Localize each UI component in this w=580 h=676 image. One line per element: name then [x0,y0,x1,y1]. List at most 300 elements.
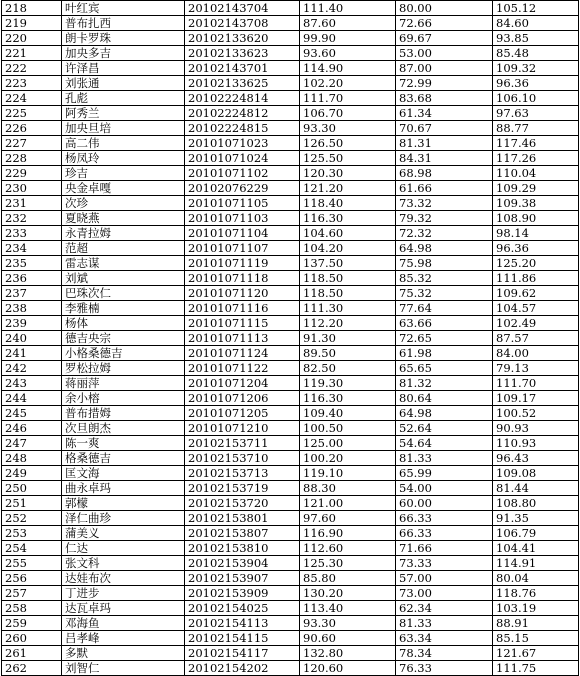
row-number-cell: 260 [2,631,62,646]
name-cell: 余小榕 [62,391,185,406]
total-score-cell: 109.17 [493,391,579,406]
table-row [2,376,579,391]
name-cell: 永青拉姆 [62,226,185,241]
score-1-cell: 137.50 [300,256,396,271]
row-number-cell: 247 [2,436,62,451]
row-number-cell: 248 [2,451,62,466]
score-1-cell: 93.30 [300,121,396,136]
total-score-cell: 109.32 [493,61,579,76]
score-2-cell: 81.32 [396,376,493,391]
row-number-cell: 259 [2,616,62,631]
total-score-cell: 102.49 [493,316,579,331]
score-2-cell: 71.66 [396,541,493,556]
row-number-cell: 231 [2,196,62,211]
total-score-cell: 88.77 [493,121,579,136]
row-number-cell: 244 [2,391,62,406]
total-score-cell: 100.52 [493,406,579,421]
total-score-cell: 109.38 [493,196,579,211]
name-cell: 杨凤玲 [62,151,185,166]
candidate-id-cell: 20101071104 [185,226,300,241]
table-row [2,601,579,616]
total-score-cell: 81.44 [493,481,579,496]
total-score-cell: 91.35 [493,511,579,526]
table-row [2,451,579,466]
total-score-cell: 117.26 [493,151,579,166]
total-score-cell: 118.76 [493,586,579,601]
score-2-cell: 65.65 [396,361,493,376]
row-number-cell: 256 [2,571,62,586]
row-number-cell: 227 [2,136,62,151]
total-score-cell: 85.15 [493,631,579,646]
total-score-cell: 96.36 [493,76,579,91]
candidate-id-cell: 20102133625 [185,76,300,91]
score-2-cell: 63.66 [396,316,493,331]
score-2-cell: 83.68 [396,91,493,106]
table-row [2,271,579,286]
table-row [2,121,579,136]
table-row [2,166,579,181]
table-row [2,466,579,481]
name-cell: 刘智仁 [62,661,185,676]
score-2-cell: 66.33 [396,526,493,541]
row-number-cell: 235 [2,256,62,271]
total-score-cell: 111.70 [493,376,579,391]
name-cell: 陈一爽 [62,436,185,451]
score-1-cell: 113.40 [300,601,396,616]
score-1-cell: 118.50 [300,286,396,301]
total-score-cell: 79.13 [493,361,579,376]
score-sheet [1,0,578,676]
total-score-cell: 117.46 [493,136,579,151]
row-number-cell: 241 [2,346,62,361]
row-number-cell: 223 [2,76,62,91]
table-row [2,46,579,61]
candidate-id-cell: 20101071024 [185,151,300,166]
score-1-cell: 125.30 [300,556,396,571]
total-score-cell: 110.93 [493,436,579,451]
row-number-cell: 240 [2,331,62,346]
score-2-cell: 61.34 [396,106,493,121]
score-1-cell: 119.10 [300,466,396,481]
row-number-cell: 258 [2,601,62,616]
score-2-cell: 73.32 [396,196,493,211]
table-row [2,181,579,196]
score-2-cell: 80.64 [396,391,493,406]
candidate-id-cell: 20102153801 [185,511,300,526]
score-2-cell: 84.31 [396,151,493,166]
row-number-cell: 257 [2,586,62,601]
name-cell: 达瓦卓玛 [62,601,185,616]
score-2-cell: 87.00 [396,61,493,76]
score-1-cell: 125.00 [300,436,396,451]
score-1-cell: 120.60 [300,661,396,676]
table-row [2,256,579,271]
total-score-cell: 109.29 [493,181,579,196]
total-score-cell: 90.93 [493,421,579,436]
score-1-cell: 109.40 [300,406,396,421]
table-row [2,526,579,541]
score-2-cell: 81.31 [396,136,493,151]
table-row [2,241,579,256]
score-1-cell: 89.50 [300,346,396,361]
candidate-id-cell: 20102154113 [185,616,300,631]
score-2-cell: 76.33 [396,661,493,676]
total-score-cell: 111.75 [493,661,579,676]
total-score-cell: 125.20 [493,256,579,271]
row-number-cell: 222 [2,61,62,76]
row-number-cell: 262 [2,661,62,676]
candidate-id-cell: 20102154115 [185,631,300,646]
score-1-cell: 121.00 [300,496,396,511]
row-number-cell: 226 [2,121,62,136]
score-2-cell: 70.67 [396,121,493,136]
candidate-id-cell: 20102153720 [185,496,300,511]
score-2-cell: 57.00 [396,571,493,586]
row-number-cell: 229 [2,166,62,181]
score-1-cell: 118.40 [300,196,396,211]
score-1-cell: 82.50 [300,361,396,376]
name-cell: 叶红宾 [62,1,185,16]
candidate-id-cell: 20101071120 [185,286,300,301]
total-score-cell: 106.10 [493,91,579,106]
candidate-id-cell: 20101071122 [185,361,300,376]
score-2-cell: 61.98 [396,346,493,361]
score-2-cell: 72.99 [396,76,493,91]
score-1-cell: 118.50 [300,271,396,286]
candidate-id-cell: 20102153807 [185,526,300,541]
row-number-cell: 232 [2,211,62,226]
score-1-cell: 116.30 [300,211,396,226]
candidate-id-cell: 20102224814 [185,91,300,106]
row-number-cell: 219 [2,16,62,31]
name-cell: 刘斌 [62,271,185,286]
table-row [2,196,579,211]
name-cell: 多默 [62,646,185,661]
table-row [2,511,579,526]
score-1-cell: 121.20 [300,181,396,196]
total-score-cell: 109.62 [493,286,579,301]
table-row [2,646,579,661]
row-number-cell: 242 [2,361,62,376]
row-number-cell: 238 [2,301,62,316]
row-number-cell: 230 [2,181,62,196]
candidate-id-cell: 20101071118 [185,271,300,286]
score-2-cell: 52.64 [396,421,493,436]
name-cell: 仁达 [62,541,185,556]
score-2-cell: 66.33 [396,511,493,526]
score-2-cell: 53.00 [396,46,493,61]
score-1-cell: 132.80 [300,646,396,661]
score-1-cell: 88.30 [300,481,396,496]
name-cell: 孔彪 [62,91,185,106]
score-1-cell: 111.40 [300,1,396,16]
name-cell: 丁进步 [62,586,185,601]
name-cell: 蒋丽萍 [62,376,185,391]
name-cell: 央金卓嘎 [62,181,185,196]
total-score-cell: 96.43 [493,451,579,466]
score-1-cell: 125.50 [300,151,396,166]
candidate-id-cell: 20102154025 [185,601,300,616]
table-row [2,631,579,646]
table-row [2,616,579,631]
total-score-cell: 93.85 [493,31,579,46]
score-2-cell: 80.00 [396,1,493,16]
table-row [2,541,579,556]
score-2-cell: 78.34 [396,646,493,661]
name-cell: 加央多吉 [62,46,185,61]
name-cell: 格桑德吉 [62,451,185,466]
name-cell: 蒲美义 [62,526,185,541]
name-cell: 次珍 [62,196,185,211]
total-score-cell: 104.41 [493,541,579,556]
total-score-cell: 88.91 [493,616,579,631]
name-cell: 郭檬 [62,496,185,511]
candidate-id-cell: 20102133623 [185,46,300,61]
score-1-cell: 104.60 [300,226,396,241]
total-score-cell: 80.04 [493,571,579,586]
candidate-id-cell: 20101071103 [185,211,300,226]
table-row [2,31,579,46]
name-cell: 匡文海 [62,466,185,481]
table-row [2,586,579,601]
score-2-cell: 81.33 [396,616,493,631]
name-cell: 小格桑德吉 [62,346,185,361]
candidate-id-cell: 20102143701 [185,61,300,76]
name-cell: 曲永卓玛 [62,481,185,496]
row-number-cell: 253 [2,526,62,541]
score-2-cell: 77.64 [396,301,493,316]
total-score-cell: 106.79 [493,526,579,541]
row-number-cell: 236 [2,271,62,286]
total-score-cell: 109.08 [493,466,579,481]
score-1-cell: 126.50 [300,136,396,151]
row-number-cell: 233 [2,226,62,241]
candidate-id-cell: 20102133620 [185,31,300,46]
total-score-cell: 85.48 [493,46,579,61]
total-score-cell: 84.00 [493,346,579,361]
score-2-cell: 69.67 [396,31,493,46]
total-score-cell: 111.86 [493,271,579,286]
score-2-cell: 81.33 [396,451,493,466]
table-row [2,481,579,496]
candidate-id-cell: 20102154202 [185,661,300,676]
table-row [2,91,579,106]
score-1-cell: 91.30 [300,331,396,346]
candidate-id-cell: 20102224812 [185,106,300,121]
score-2-cell: 68.98 [396,166,493,181]
name-cell: 高二伟 [62,136,185,151]
row-number-cell: 239 [2,316,62,331]
score-1-cell: 90.60 [300,631,396,646]
name-cell: 德吉央宗 [62,331,185,346]
score-2-cell: 85.32 [396,271,493,286]
candidate-id-cell: 20102153909 [185,586,300,601]
row-number-cell: 252 [2,511,62,526]
candidate-id-cell: 20102143708 [185,16,300,31]
total-score-cell: 108.90 [493,211,579,226]
candidate-id-cell: 20101071210 [185,421,300,436]
score-1-cell: 93.60 [300,46,396,61]
row-number-cell: 237 [2,286,62,301]
name-cell: 李雅楠 [62,301,185,316]
total-score-cell: 104.57 [493,301,579,316]
name-cell: 普布措姆 [62,406,185,421]
candidate-id-cell: 20101071115 [185,316,300,331]
table-row [2,16,579,31]
total-score-cell: 97.63 [493,106,579,121]
row-number-cell: 246 [2,421,62,436]
row-number-cell: 225 [2,106,62,121]
candidate-id-cell: 20102143704 [185,1,300,16]
table-row [2,61,579,76]
row-number-cell: 255 [2,556,62,571]
score-1-cell: 114.90 [300,61,396,76]
candidate-id-cell: 20102153907 [185,571,300,586]
score-2-cell: 63.34 [396,631,493,646]
table-row [2,106,579,121]
candidate-id-cell: 20101071124 [185,346,300,361]
name-cell: 杨体 [62,316,185,331]
row-number-cell: 250 [2,481,62,496]
candidate-id-cell: 20102154117 [185,646,300,661]
row-number-cell: 218 [2,1,62,16]
score-2-cell: 72.32 [396,226,493,241]
name-cell: 罗松拉姆 [62,361,185,376]
row-number-cell: 221 [2,46,62,61]
table-row [2,1,579,16]
candidate-id-cell: 20102153711 [185,436,300,451]
score-1-cell: 116.30 [300,391,396,406]
score-2-cell: 54.64 [396,436,493,451]
score-1-cell: 93.30 [300,616,396,631]
row-number-cell: 234 [2,241,62,256]
score-2-cell: 54.00 [396,481,493,496]
score-1-cell: 111.30 [300,301,396,316]
score-1-cell: 112.20 [300,316,396,331]
name-cell: 珍吉 [62,166,185,181]
table-row [2,316,579,331]
score-2-cell: 75.32 [396,286,493,301]
candidate-id-cell: 20102153719 [185,481,300,496]
name-cell: 朗卡罗珠 [62,31,185,46]
row-number-cell: 245 [2,406,62,421]
candidate-id-cell: 20102076229 [185,181,300,196]
table-row [2,136,579,151]
table-row [2,76,579,91]
score-1-cell: 102.20 [300,76,396,91]
name-cell: 达娃布次 [62,571,185,586]
score-2-cell: 79.32 [396,211,493,226]
candidate-id-cell: 20102153904 [185,556,300,571]
candidate-id-cell: 20101071023 [185,136,300,151]
table-row [2,421,579,436]
candidate-id-cell: 20101071204 [185,376,300,391]
table-row [2,496,579,511]
total-score-cell: 87.57 [493,331,579,346]
table-row [2,571,579,586]
total-score-cell: 121.67 [493,646,579,661]
total-score-cell: 105.12 [493,1,579,16]
table-row [2,301,579,316]
score-1-cell: 130.20 [300,586,396,601]
candidate-id-cell: 20101071206 [185,391,300,406]
name-cell: 泽仁曲珍 [62,511,185,526]
table-row [2,436,579,451]
total-score-cell: 84.60 [493,16,579,31]
score-1-cell: 100.20 [300,451,396,466]
total-score-cell: 114.91 [493,556,579,571]
row-number-cell: 251 [2,496,62,511]
row-number-cell: 220 [2,31,62,46]
total-score-cell: 108.80 [493,496,579,511]
name-cell: 次旦朗杰 [62,421,185,436]
row-number-cell: 261 [2,646,62,661]
score-1-cell: 99.90 [300,31,396,46]
score-1-cell: 111.70 [300,91,396,106]
score-2-cell: 64.98 [396,406,493,421]
total-score-cell: 110.04 [493,166,579,181]
table-row [2,406,579,421]
name-cell: 普布扎西 [62,16,185,31]
name-cell: 加央旦培 [62,121,185,136]
table-row [2,391,579,406]
row-number-cell: 254 [2,541,62,556]
name-cell: 范超 [62,241,185,256]
candidate-id-cell: 20102224815 [185,121,300,136]
candidate-id-cell: 20101071107 [185,241,300,256]
score-table [1,0,579,676]
table-row [2,346,579,361]
score-2-cell: 73.33 [396,556,493,571]
candidate-id-cell: 20101071205 [185,406,300,421]
score-1-cell: 104.20 [300,241,396,256]
name-cell: 张文科 [62,556,185,571]
score-1-cell: 106.70 [300,106,396,121]
name-cell: 阿秀兰 [62,106,185,121]
candidate-id-cell: 20102153810 [185,541,300,556]
score-1-cell: 85.80 [300,571,396,586]
row-number-cell: 249 [2,466,62,481]
table-row [2,226,579,241]
score-1-cell: 100.50 [300,421,396,436]
table-body [2,1,579,676]
candidate-id-cell: 20101071119 [185,256,300,271]
total-score-cell: 103.19 [493,601,579,616]
row-number-cell: 228 [2,151,62,166]
name-cell: 邓海鱼 [62,616,185,631]
score-2-cell: 65.99 [396,466,493,481]
score-2-cell: 60.00 [396,496,493,511]
table-row [2,151,579,166]
table-row [2,286,579,301]
table-row [2,556,579,571]
score-2-cell: 64.98 [396,241,493,256]
candidate-id-cell: 20101071102 [185,166,300,181]
score-2-cell: 72.65 [396,331,493,346]
total-score-cell: 96.36 [493,241,579,256]
row-number-cell: 224 [2,91,62,106]
name-cell: 许泽昌 [62,61,185,76]
candidate-id-cell: 20101071113 [185,331,300,346]
name-cell: 夏晓燕 [62,211,185,226]
name-cell: 雷志谋 [62,256,185,271]
name-cell: 巴珠次仁 [62,286,185,301]
candidate-id-cell: 20102153710 [185,451,300,466]
score-2-cell: 61.66 [396,181,493,196]
score-1-cell: 119.30 [300,376,396,391]
table-row [2,331,579,346]
score-1-cell: 116.90 [300,526,396,541]
